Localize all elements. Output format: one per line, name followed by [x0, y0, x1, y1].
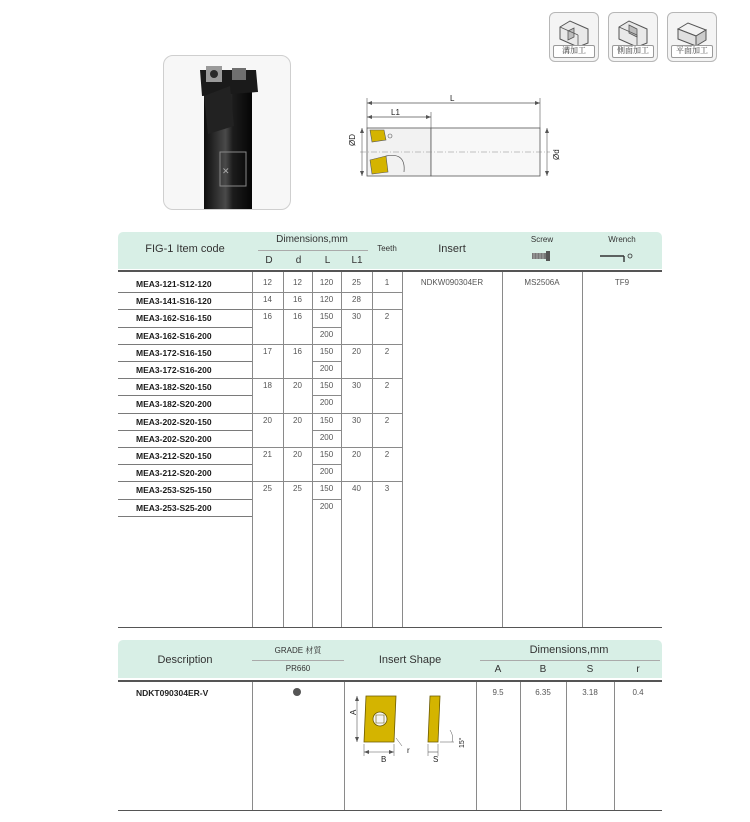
- item-code: MEA3-202-S20-200: [136, 433, 212, 444]
- dim-label-d: Ød: [552, 149, 561, 160]
- row-divider: [118, 516, 252, 517]
- shape-label-B: B: [381, 755, 387, 764]
- cell-D: 14: [263, 295, 272, 305]
- screw-value: MS2506A: [524, 278, 560, 287]
- header-insert-shape: Insert Shape: [378, 654, 442, 666]
- row-divider: [118, 378, 252, 379]
- col-divider: [614, 682, 615, 810]
- cell-L: 200: [319, 432, 334, 442]
- shape-label-S: S: [433, 755, 439, 764]
- row-divider: [118, 447, 252, 448]
- item-code: MEA3-212-S20-200: [136, 468, 212, 479]
- L-divider: [312, 344, 341, 345]
- header-r: r: [636, 664, 640, 675]
- col-divider: [502, 272, 503, 627]
- cell-teeth: 2: [384, 450, 390, 459]
- header-divider: [480, 660, 660, 661]
- cell-D: 18: [263, 381, 272, 391]
- col-divider: [252, 682, 253, 810]
- grade-dot: [293, 688, 301, 696]
- row-divider: [118, 413, 252, 414]
- L-divider: [312, 430, 341, 431]
- value-r: 0.4: [632, 688, 644, 697]
- dimension-drawing: [340, 90, 570, 190]
- insert-code: NDKT090304ER-V: [136, 688, 209, 698]
- item-code: MEA3-253-S25-200: [136, 502, 212, 513]
- screw-icon: [530, 250, 554, 262]
- row-divider: [118, 395, 252, 396]
- cell-D: 25: [263, 484, 272, 494]
- header-dimensions: Dimensions,mm: [529, 644, 609, 656]
- cell-L: 120: [319, 278, 334, 287]
- face-milling-badge: [667, 12, 717, 62]
- row-divider: [118, 481, 252, 482]
- table2-bottom-rule: [118, 810, 662, 811]
- cell-teeth: 2: [384, 346, 390, 356]
- cell-d: 20: [293, 381, 302, 391]
- item-code: MEA3-141-S16-120: [136, 296, 212, 307]
- mode-label: 溝加工: [553, 45, 595, 58]
- cell-d: 25: [293, 484, 302, 494]
- cell-L: 200: [319, 398, 334, 408]
- cell-d: 16: [293, 346, 302, 356]
- item-code: MEA3-121-S12-120: [136, 279, 212, 289]
- item-code: MEA3-162-S16-200: [136, 330, 212, 341]
- cell-D: 21: [263, 450, 272, 459]
- header-divider: [258, 250, 368, 251]
- table1-top-rule: [118, 270, 662, 272]
- item-code: MEA3-172-S16-200: [136, 365, 212, 375]
- cell-L1: 30: [352, 381, 361, 391]
- cell-d: 20: [293, 450, 302, 459]
- L-divider: [312, 464, 341, 465]
- cell-L1: 30: [352, 415, 361, 425]
- cell-L: 150: [319, 346, 334, 356]
- col-divider: [344, 682, 345, 810]
- wrench-icon: [598, 250, 638, 264]
- L-divider: [312, 309, 341, 310]
- header-S: S: [586, 664, 594, 675]
- header-grade-name: PR660: [285, 664, 311, 673]
- cell-d: 16: [293, 295, 302, 305]
- cell-teeth: 2: [384, 312, 390, 322]
- header-item-code: FIG-1 Item code: [145, 243, 225, 255]
- insert-shape-drawing: [346, 690, 474, 770]
- cell-teeth: 2: [384, 415, 390, 425]
- row-divider: [118, 361, 252, 362]
- header-insert: Insert: [438, 243, 466, 255]
- cell-teeth: 1: [384, 278, 390, 287]
- table1-bottom-rule: [118, 627, 662, 628]
- cell-D: 17: [263, 346, 272, 356]
- cell-d: 20: [293, 415, 302, 425]
- L-divider: [312, 361, 341, 362]
- item-code: MEA3-253-S25-150: [136, 485, 212, 496]
- insert-value: NDKW090304ER: [420, 278, 484, 287]
- cell-L: 150: [319, 312, 334, 322]
- col-divider: [476, 682, 477, 810]
- value-A: 9.5: [492, 688, 504, 697]
- cell-L: 200: [319, 329, 334, 339]
- L-divider: [312, 378, 341, 379]
- item-code: MEA3-212-S20-150: [136, 451, 212, 461]
- L-divider: [312, 292, 341, 293]
- cell-d: 12: [293, 278, 302, 287]
- cell-teeth: 2: [384, 381, 390, 391]
- col-divider: [402, 272, 403, 627]
- cell-d: 16: [293, 312, 302, 322]
- dim-label-D: ØD: [348, 134, 357, 146]
- row-divider: [118, 464, 252, 465]
- item-code: MEA3-202-S20-150: [136, 416, 212, 427]
- cell-teeth: 3: [384, 484, 390, 494]
- dim-label-L1: L1: [391, 108, 400, 117]
- shape-label-A: A: [349, 709, 358, 715]
- L-divider: [312, 447, 341, 448]
- cell-L1: 28: [352, 295, 361, 305]
- header-A: A: [494, 664, 502, 675]
- cell-L: 150: [319, 381, 334, 391]
- cell-L: 150: [319, 415, 334, 425]
- cell-L1: 20: [352, 346, 361, 356]
- shape-label-angle: 15°: [459, 737, 466, 748]
- item-code: MEA3-182-S20-150: [136, 382, 212, 393]
- L-divider: [312, 413, 341, 414]
- product-photo: [163, 55, 291, 210]
- side-milling-badge: [608, 12, 658, 62]
- cell-L: 120: [319, 295, 334, 305]
- header-description: Description: [157, 654, 213, 666]
- cell-L: 200: [319, 364, 334, 373]
- mode-label: 平面加工: [671, 45, 713, 58]
- cell-D: 20: [263, 415, 272, 425]
- header-dimensions: Dimensions,mm: [276, 234, 348, 245]
- slot-milling-icon: [556, 17, 592, 47]
- cell-L1: 30: [352, 312, 361, 322]
- item-code: MEA3-162-S16-150: [136, 313, 212, 324]
- cell-L1: 20: [352, 450, 361, 459]
- row-divider: [118, 327, 252, 328]
- header-screw: Screw: [530, 235, 554, 244]
- L-divider: [312, 499, 341, 500]
- header-B: B: [539, 664, 547, 675]
- row-divider: [118, 344, 252, 345]
- col-divider: [520, 682, 521, 810]
- table2-top-rule: [118, 680, 662, 682]
- shape-label-r: r: [407, 746, 410, 755]
- cell-L: 150: [319, 450, 334, 459]
- cell-L1: 25: [352, 278, 361, 287]
- value-S: 3.18: [582, 688, 598, 697]
- header-d: d: [295, 255, 302, 266]
- row-divider: [118, 292, 252, 293]
- L-divider: [312, 481, 341, 482]
- row-divider: [118, 499, 252, 500]
- header-D: D: [265, 255, 273, 266]
- L-divider: [312, 395, 341, 396]
- cell-L1: 40: [352, 484, 361, 494]
- header-L: L: [324, 255, 331, 266]
- cell-L: 200: [319, 467, 334, 477]
- header-divider: [252, 660, 344, 661]
- header-wrench: Wrench: [608, 235, 636, 244]
- side-milling-icon: [615, 17, 651, 47]
- cell-L: 150: [319, 484, 334, 494]
- dim-label-L: L: [450, 94, 455, 103]
- face-milling-icon: [674, 17, 710, 47]
- col-divider: [582, 272, 583, 627]
- L-divider: [312, 327, 341, 328]
- end-mill-image: [164, 56, 290, 209]
- wrench-value: TF9: [614, 278, 630, 287]
- col-divider: [566, 682, 567, 810]
- row-divider: [118, 309, 252, 310]
- slot-milling-badge: [549, 12, 599, 62]
- value-B: 6.35: [535, 688, 551, 697]
- cell-L: 200: [319, 501, 334, 511]
- header-grade: GRADE 材質: [274, 646, 322, 655]
- mode-label: 側面加工: [612, 45, 654, 58]
- cell-D: 12: [263, 278, 272, 287]
- item-code: MEA3-172-S16-150: [136, 347, 212, 358]
- header-teeth: Teeth: [377, 244, 397, 253]
- row-divider: [118, 430, 252, 431]
- cell-D: 16: [263, 312, 272, 322]
- header-L1: L1: [351, 255, 363, 266]
- svg-text:✕: ✕: [222, 166, 230, 176]
- item-code: MEA3-182-S20-200: [136, 399, 212, 410]
